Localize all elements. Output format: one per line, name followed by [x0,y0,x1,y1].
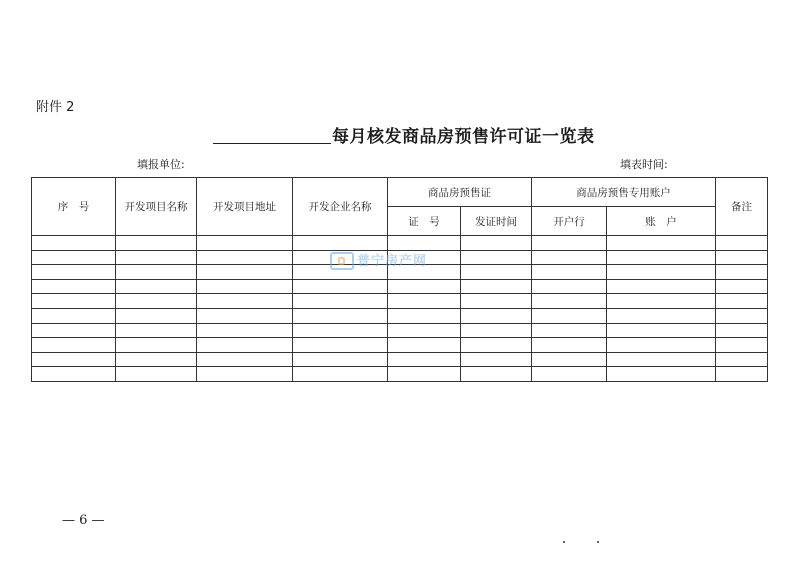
document-title: 每月核发商品房预售许可证一览表 [332,127,595,147]
table-cell [532,236,607,251]
table-cell [607,367,716,382]
table-cell [116,279,197,294]
table-cell [293,294,388,309]
header-bank: 开户行 [532,207,607,236]
table-row [32,367,768,382]
watermark [330,252,427,270]
table-cell [716,367,768,382]
header-permit-no: 证 号 [388,207,461,236]
attachment-label: 附件 2 [36,100,75,115]
table-cell [32,236,116,251]
table-cell [388,352,461,367]
table-cell [293,338,388,353]
table-cell [461,367,532,382]
table-cell [116,367,197,382]
table-cell [197,279,293,294]
table-row [32,308,768,323]
table-cell [461,352,532,367]
table-cell [607,236,716,251]
table-row [32,323,768,338]
header-seq: 序 号 [32,178,116,236]
table-cell [116,323,197,338]
table-cell [461,236,532,251]
page-number: — 6 — [62,513,105,528]
table-cell [197,352,293,367]
table-cell [116,265,197,280]
table-cell [607,265,716,280]
table-cell [461,338,532,353]
watermark-text: 普宁房产网 [357,253,428,269]
table-cell [716,279,768,294]
table-cell [197,250,293,265]
table-cell [607,250,716,265]
table-cell [293,279,388,294]
table-cell [532,265,607,280]
fill-time-label: 填表时间: [620,158,668,171]
table-cell [32,294,116,309]
table-cell [716,294,768,309]
table-cell [716,352,768,367]
table-cell [607,323,716,338]
table-cell [197,236,293,251]
table-cell [532,294,607,309]
table-cell [32,265,116,280]
table-cell [197,308,293,323]
table-cell [461,265,532,280]
table-cell [293,323,388,338]
header-company-name: 开发企业名称 [293,178,388,236]
watermark-logo-icon [330,252,354,270]
table-cell [116,294,197,309]
table-cell [197,265,293,280]
header-presale-permit: 商品房预售证 [388,178,532,207]
header-remarks: 备注 [716,178,768,236]
scan-dot [563,541,565,543]
table-cell [461,250,532,265]
table-cell [197,338,293,353]
table-row [32,338,768,353]
table-cell [607,338,716,353]
table-cell [388,367,461,382]
table-row [32,294,768,309]
header-account-group: 商品房预售专用账户 [532,178,716,207]
table-cell [32,352,116,367]
table-cell [532,323,607,338]
table-cell [716,338,768,353]
table-cell [388,294,461,309]
header-issue-time: 发证时间 [461,207,532,236]
table-cell [607,308,716,323]
table-cell [532,338,607,353]
table-cell [532,367,607,382]
table-cell [388,323,461,338]
table-cell [716,236,768,251]
table-cell [32,367,116,382]
table-cell [607,352,716,367]
table-cell [197,294,293,309]
table-row [32,236,768,251]
header-account: 账 户 [607,207,716,236]
table-cell [197,323,293,338]
permit-table [31,177,768,382]
table-cell [532,279,607,294]
table-cell [532,250,607,265]
table-cell [532,308,607,323]
table-cell [116,236,197,251]
table-cell [293,367,388,382]
table-cell [116,352,197,367]
table-cell [32,279,116,294]
table-cell [388,236,461,251]
table-cell [293,308,388,323]
table-cell [116,250,197,265]
table-cell [532,352,607,367]
table-cell [607,279,716,294]
fill-unit-label: 填报单位: [137,158,185,171]
table-cell [32,250,116,265]
table-cell [461,323,532,338]
table-cell [388,338,461,353]
table-cell [116,308,197,323]
table-cell [388,279,461,294]
table-row [32,352,768,367]
table-cell [716,323,768,338]
table-cell [716,250,768,265]
table-cell [388,308,461,323]
table-cell [607,294,716,309]
table-cell [461,294,532,309]
table-cell [32,323,116,338]
table-cell [116,338,197,353]
header-project-name: 开发项目名称 [116,178,197,236]
table-cell [716,308,768,323]
header-project-address: 开发项目地址 [197,178,293,236]
table-cell [461,279,532,294]
table-cell [32,338,116,353]
table-cell [716,265,768,280]
table-cell [461,308,532,323]
title-blank-line [213,143,331,144]
table-cell [32,308,116,323]
table-cell [197,367,293,382]
table-row [32,279,768,294]
table-cell [293,352,388,367]
scan-dot [597,541,599,543]
table-cell [293,236,388,251]
